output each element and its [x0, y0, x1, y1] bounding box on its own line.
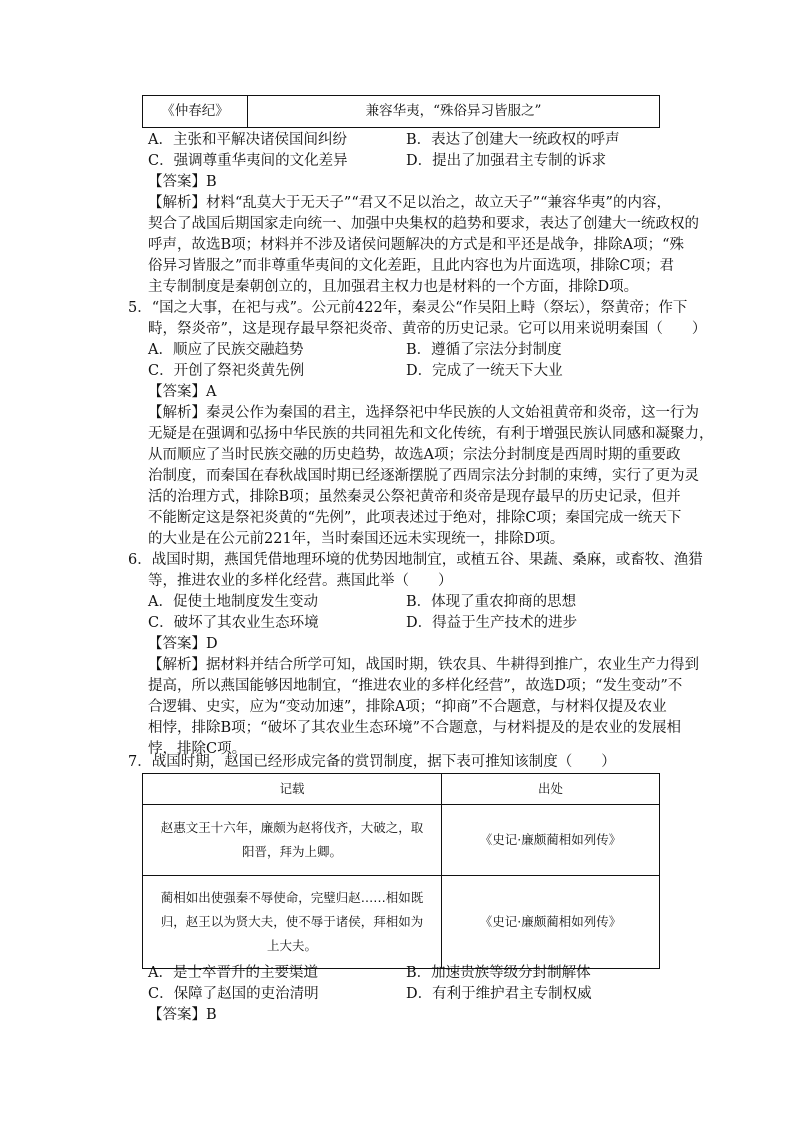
- q4-analysis-line: 呼声，故选B项；材料并不涉及诸侯问题解决的方式是和平还是战争，排除A项；“殊: [148, 237, 685, 253]
- q7-table-source: 《史记·廉颇蔺相如列传》: [442, 805, 660, 876]
- q6-option-d: D．得益于生产技术的进步: [406, 615, 578, 631]
- q5-option-c: C．开创了祭祀炎黄先例: [148, 363, 305, 379]
- q6-option-b: B．体现了重农抑商的思想: [406, 594, 577, 610]
- q4-answer: 【答案】B: [148, 174, 217, 190]
- q5-option-a: A．顺应了民族交融趋势: [148, 342, 304, 358]
- q7-option-a: A．是士卒晋升的主要渠道: [148, 965, 318, 981]
- q5-analysis-line: 【解析】秦灵公作为秦国的君主，选择祭祀中华民族的人文始祖黄帝和炎帝，这一行为: [148, 405, 699, 421]
- q7-record-line: 蔺相如出使强秦不辱使命，完璧归赵……相如既: [160, 890, 424, 905]
- q7-answer: 【答案】B: [148, 1007, 217, 1023]
- q5-stem: 畤，祭炎帝”，这是现存最早祭祀炎帝、黄帝的历史记录。它可以用来说明秦国（ ）: [148, 321, 707, 337]
- q6-analysis-line: 提高，所以燕国能够因地制宜，“推进农业的多样化经营”，故选D项；“发生变动”不: [148, 678, 683, 694]
- top-table-col2: 兼容华夷，“殊俗异习皆服之”: [248, 96, 660, 128]
- q7-table-record: [143, 805, 442, 876]
- q4-option-c: C．强调尊重华夷间的文化差异: [148, 153, 348, 169]
- q6-option-a: A．促使土地制度发生变动: [148, 594, 318, 610]
- q5-option-b: B．遵循了宗法分封制度: [406, 342, 562, 358]
- q7-record-line: 阳晋，拜为上卿。: [241, 844, 342, 859]
- q5-analysis-line: 从而顺应了当时民族交融的历史趋势，故选A项；宗法分封制度是西周时期的重要政: [148, 447, 681, 463]
- q4-option-b: B．表达了创建大一统政权的呼声: [406, 132, 620, 148]
- q4-analysis-line: 契合了战国后期国家走向统一、加强中央集权的趋势和要求，表达了创建大一统政权的: [148, 216, 699, 232]
- q5-analysis-line: 的大业是在公元前221年，当时秦国还远未实现统一，排除D项。: [148, 531, 565, 547]
- q7-option-d: D．有利于维护君主专制权威: [406, 986, 592, 1002]
- q5-option-d: D．完成了一统天下大业: [406, 363, 563, 379]
- q4-analysis-line: 主专制制度是秦朝创立的，且加强君主权力也是材料的一个方面，排除D项。: [148, 279, 639, 295]
- q5-analysis-line: 无疑是在强调和弘扬中华民族的共同祖先和文化传统，有利于增强民族认同感和凝聚力，: [148, 426, 714, 442]
- q4-option-d: D．提出了加强君主专制的诉求: [406, 153, 607, 169]
- q6-analysis-line: 相悖，排除B项；“破坏了其农业生态环境”不合题意，与材料提及的是农业的发展相: [148, 720, 681, 736]
- q6-analysis-line: 【解析】据材料并结合所学可知，战国时期，铁农具、牛耕得到推广，农业生产力得到: [148, 657, 699, 673]
- q6-stem: 6．战国时期，燕国凭借地理环境的优势因地制宜，或植五谷、果蔬、桑麻，或畜牧、渔猎: [128, 552, 703, 568]
- q5-stem: 5．“国之大事，在祀与戎”。公元前422年，秦灵公“作吴阳上畤（祭坛），祭黄帝；作下: [128, 300, 688, 316]
- q7-table: [142, 773, 660, 969]
- q7-table-record: [143, 876, 442, 969]
- q4-analysis-line: 俗异习皆服之”而非尊重华夷间的文化差距，且此内容也为片面选项，排除C项；君: [148, 258, 675, 274]
- q7-record-line: 归，赵王以为贤大夫，使不辱于诸侯，拜相如为: [160, 914, 424, 929]
- q4-analysis-line: 【解析】材料“乱莫大于无天子”“君又不足以治之，故立天子”“兼容华夷”的内容，: [148, 195, 671, 211]
- q7-record-line: 上大夫。: [266, 938, 317, 953]
- q6-stem: 等，推进农业的多样化经营。燕国此举（ ）: [148, 573, 453, 589]
- q7-option-b: B．加速贵族等级分封制解体: [406, 965, 591, 981]
- q7-record-line: 赵惠文王十六年，廉颇为赵将伐齐，大破之，取: [160, 820, 424, 835]
- top-table: [142, 95, 660, 128]
- q7-table-source: 《史记·廉颇蔺相如列传》: [442, 876, 660, 969]
- q6-option-c: C．破坏了其农业生态环境: [148, 615, 319, 631]
- q6-answer: 【答案】D: [148, 636, 218, 652]
- q5-analysis-line: 不能断定这是祭祀炎黄的“先例”，此项表述过于绝对，排除C项；秦国完成一统天下: [148, 510, 682, 526]
- q5-analysis-line: 活的治理方式，排除B项；虽然秦灵公祭祀黄帝和炎帝是现存最早的历史记录，但并: [148, 489, 681, 505]
- q6-analysis-line: 合逻辑、史实，应为“变动加速”，排除A项；“抑商”不合题意，与材料仅提及农业: [148, 699, 667, 715]
- q6-analysis-line: 悖，排除C项。: [148, 741, 247, 757]
- q4-option-a: A．主张和平解决诸侯国间纠纷: [148, 132, 347, 148]
- q5-answer: 【答案】A: [148, 384, 217, 400]
- q7-stem: 7．战国时期，赵国已经形成完备的赏罚制度，据下表可推知该制度（ ）: [128, 754, 616, 770]
- q7-table-header-source: 出处: [442, 774, 660, 805]
- q7-option-c: C．保障了赵国的吏治清明: [148, 986, 319, 1002]
- top-table-col1: 《仲春纪》: [143, 96, 248, 128]
- q7-table-header-record: 记载: [143, 774, 442, 805]
- q5-analysis-line: 治制度，而秦国在春秋战国时期已经逐渐摆脱了西周宗法分封制的束缚，实行了更为灵: [148, 468, 699, 484]
